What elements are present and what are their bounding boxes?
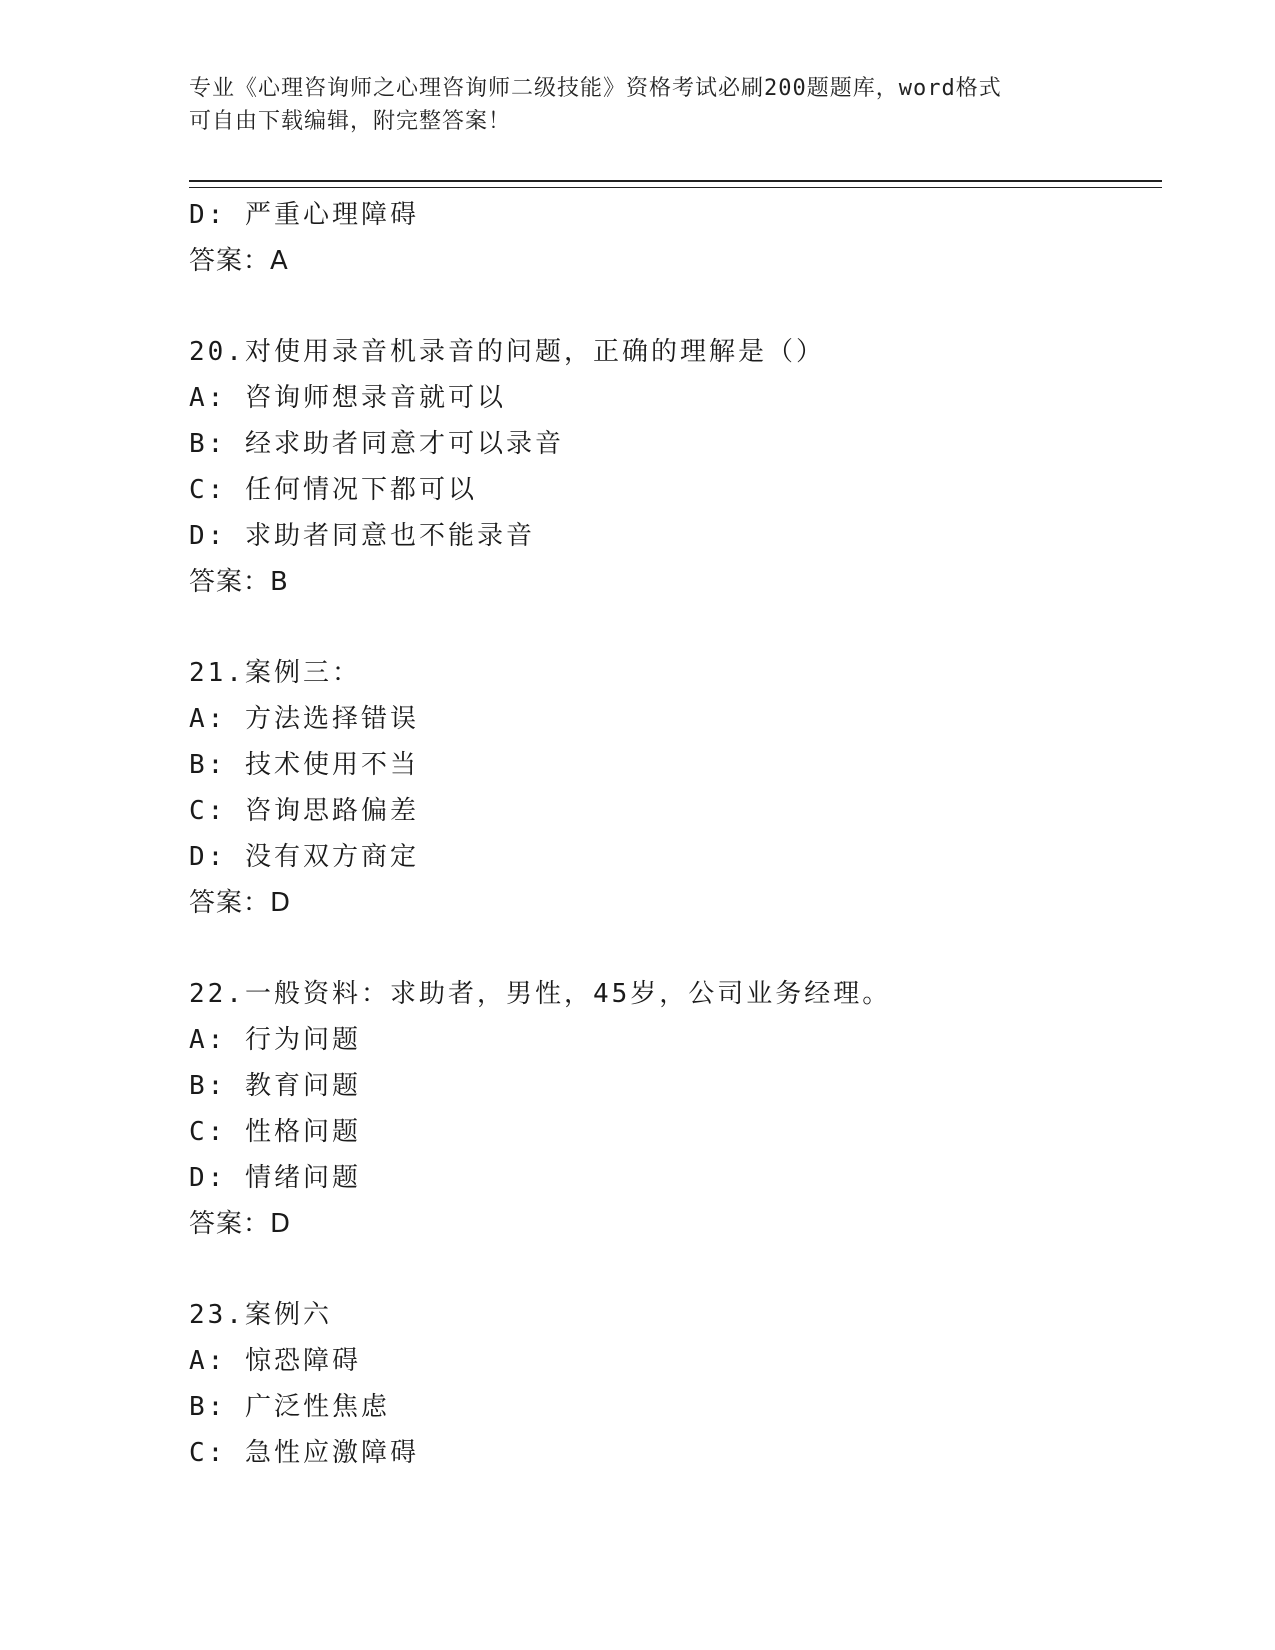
question-19-answer: 答案：A [189,246,289,276]
option-b: B: 教育问题 [189,1071,361,1101]
question-stem: 23.案例六 [189,1300,332,1330]
option-b: B: 经求助者同意才可以录音 [189,429,564,459]
answer: 答案：D [189,1209,292,1239]
option-d: D: 没有双方商定 [189,842,419,872]
option-d: D: 求助者同意也不能录音 [189,521,535,551]
option-b: B: 技术使用不当 [189,750,419,780]
header-title-line-2: 可自由下载编辑，附完整答案！ [189,109,512,134]
question-stem: 20.对使用录音机录音的问题，正确的理解是（） [189,337,825,367]
document-header [189,72,1069,138]
answer: 答案：D [189,888,292,918]
option-a: A: 惊恐障碍 [189,1346,361,1376]
question-23 [189,1292,1162,1476]
option-a: A: 咨询师想录音就可以 [189,383,506,413]
question-list [189,192,1162,1476]
option-b: B: 广泛性焦虑 [189,1392,390,1422]
option-c: C: 任何情况下都可以 [189,475,477,505]
option-a: A: 行为问题 [189,1025,361,1055]
option-c: C: 咨询思路偏差 [189,796,419,826]
spacer [189,1247,1162,1292]
spacer [189,284,1162,329]
option-c: C: 性格问题 [189,1117,361,1147]
question-stem: 22.一般资料：求助者，男性，45岁，公司业务经理。 [189,979,892,1009]
spacer [189,926,1162,971]
option-a: A: 方法选择错误 [189,704,419,734]
answer: 答案：B [189,567,289,597]
option-d: D: 情绪问题 [189,1163,361,1193]
header-title-line-1: 专业《心理咨询师之心理咨询师二级技能》资格考试必刷200题题库，word格式 [189,76,1002,101]
question-22 [189,971,1162,1247]
question-stem: 21.案例三： [189,658,361,688]
question-20 [189,329,1162,605]
question-21 [189,650,1162,926]
header-divider [189,180,1162,188]
option-c: C: 急性应激障碍 [189,1438,419,1468]
question-19-option-d: D: 严重心理障碍 [189,200,419,230]
spacer [189,605,1162,650]
